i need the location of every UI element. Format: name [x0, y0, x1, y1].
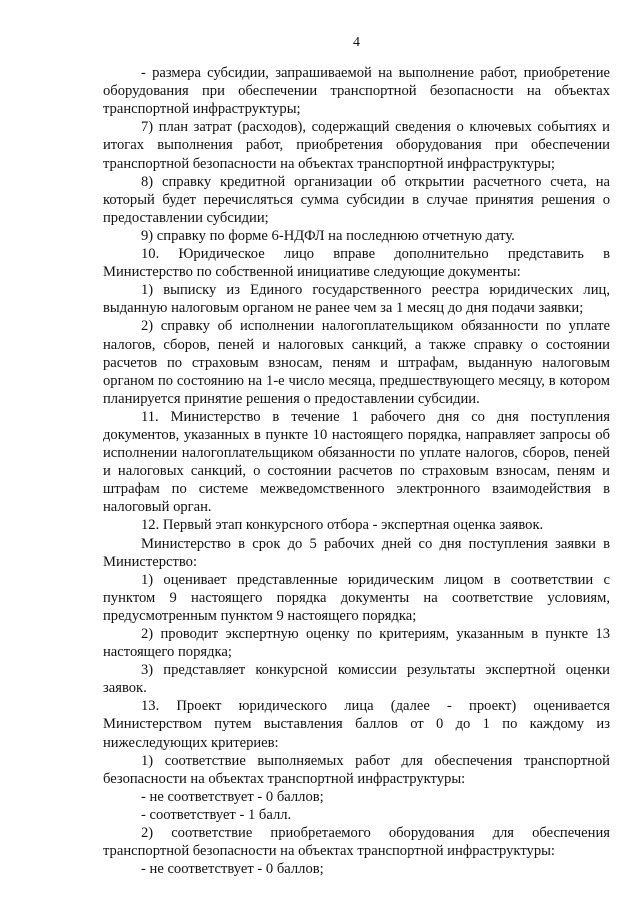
paragraph: - размера субсидии, запрашиваемой на выполнение работ, приобретение оборудования при обеспечении транспортной безопасности на объектах транспортной инфраструктуры; — [103, 65, 610, 118]
paragraph: 7) план затрат (расходов), содержащий сведения о ключевых событиях и итогах выполнения работ, приобретения оборудования при обеспечении транспортной безопасности на объектах транспортной инфраструктуры; — [103, 119, 610, 172]
paragraph: 2) соответствие приобретаемого оборудования для обеспечения транспортной безопасности на объектах транспортной инфраструктуры: — [103, 825, 610, 860]
paragraph: 1) оценивает представленные юридическим лицом в соответствии с пунктом 9 настоящего порядка документы на соответствие условиям, предусмотренным пунктом 9 настоящего порядка; — [103, 571, 610, 624]
paragraph: 2) проводит экспертную оценку по критериям, указанным в пункте 13 настоящего порядка; — [103, 626, 610, 661]
paragraph: Министерство в срок до 5 рабочих дней со дня поступления заявки в Министерство: — [103, 535, 610, 570]
paragraph: 9) справку по форме 6-НДФЛ на последнюю отчетную дату. — [141, 227, 515, 244]
paragraph: 10. Юридическое лицо вправе дополнительно представить в Министерство по собственной инициативе следующие документы: — [103, 246, 610, 281]
paragraph: 11. Министерство в течение 1 рабочего дня со дня поступления документов, указанных в пункте 10 настоящего порядка, направляет запросы об исполнении налогоплательщиком обязанности по уплате налогов, сборов, пеней и налоговых санкций, о состоянии расчетов по страховым взносам, пеням и штрафам по системе межведомственного электронного взаимодействия в налоговый орган. — [103, 408, 610, 516]
paragraph: - не соответствует - 0 баллов; — [141, 861, 324, 878]
page-number: 4 — [353, 35, 360, 50]
paragraph: 1) выписку из Единого государственного реестра юридических лиц, выданную налоговым органом не ранее чем за 1 месяц до дня подачи заявки; — [103, 282, 610, 317]
paragraph: - соответствует - 1 балл. — [141, 806, 292, 823]
paragraph: 12. Первый этап конкурсного отбора - экспертная оценка заявок. — [141, 517, 544, 534]
paragraph: 13. Проект юридического лица (далее - проект) оценивается Министерством путем выставления баллов от 0 до 1 по каждому из нижеследующих критериев: — [103, 698, 610, 751]
paragraph: 3) представляет конкурсной комиссии результаты экспертной оценки заявок. — [103, 662, 610, 697]
paragraph: 2) справку об исполнении налогоплательщиком обязанности по уплате налогов, сборов, пеней и налоговых санкций, а также справку о состоянии расчетов по страховым взносам, пеням и штрафам, выданную налоговым органом по состоянию на 1-е число месяца, предшествующего месяцу, в котором планируется принятие решения о предоставлении субсидии. — [103, 318, 610, 407]
paragraph: - не соответствует - 0 баллов; — [141, 788, 324, 805]
paragraph: 8) справку кредитной организации об открытии расчетного счета, на который будет перечисляться сумма субсидии в случае принятия решения о предоставлении субсидии; — [103, 173, 610, 226]
paragraph: 1) соответствие выполняемых работ для обеспечения транспортной безопасности на объектах транспортной инфраструктуры: — [103, 752, 610, 787]
